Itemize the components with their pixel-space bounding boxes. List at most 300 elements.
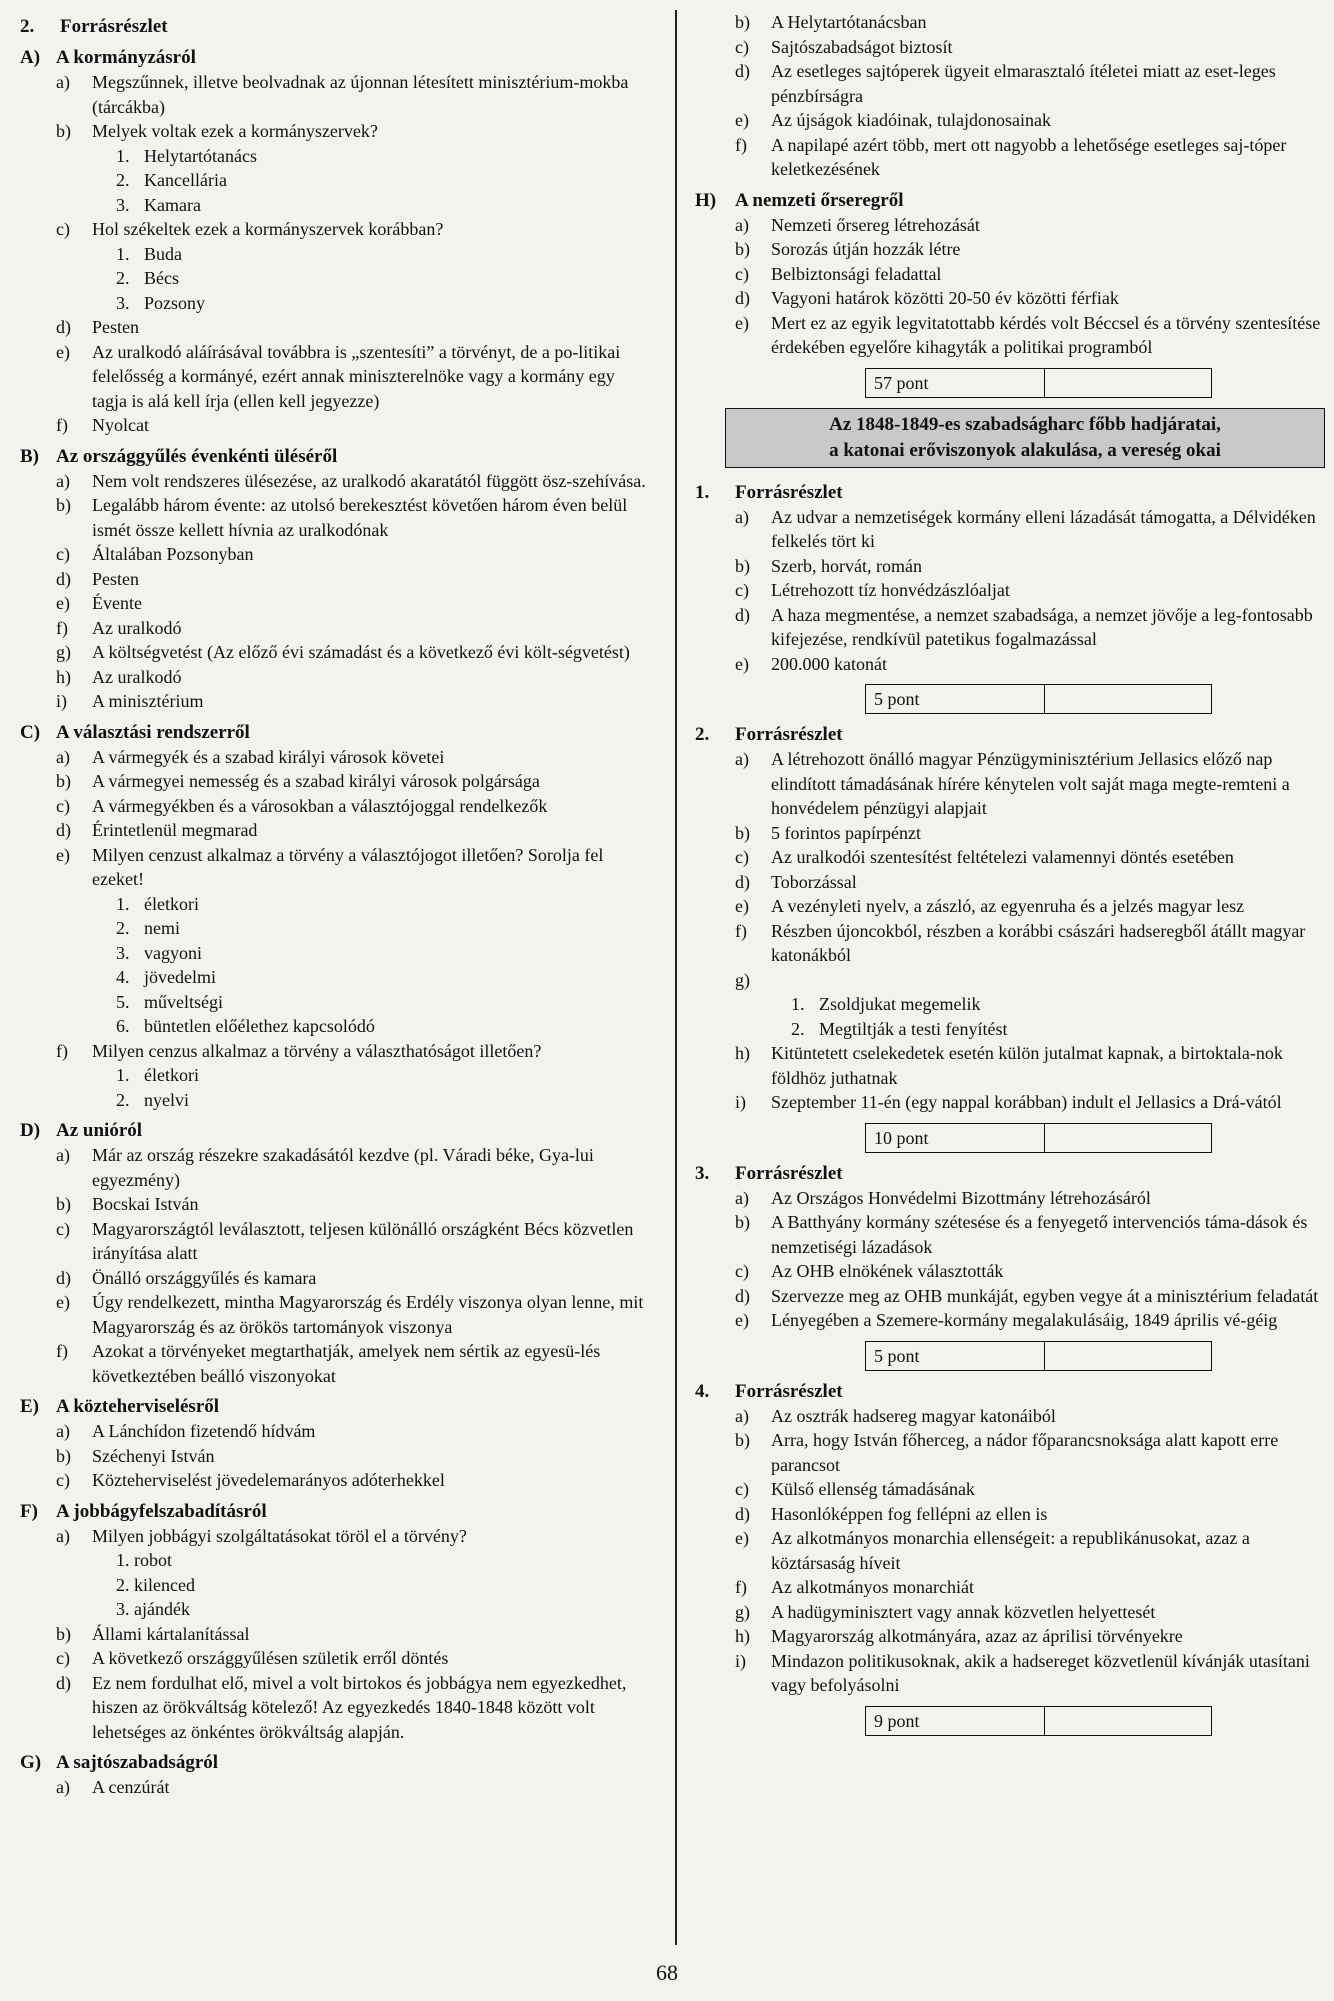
- sub-item-number: 1.: [116, 893, 130, 914]
- item-label: a): [56, 72, 70, 92]
- item-text: Az uralkodó aláírásával továbbra is „szentesíti” a törvényt, de a po-litikai felelősség a kormányé, ezért annak miniszterelnöke vagy a kormány egy tagja is alá kell írja (ellen kell jegyezze): [92, 341, 621, 411]
- item-text: A vezényleti nyelv, a zászló, az egyenruha és a jelzés magyar lesz: [771, 896, 1245, 916]
- item-label: f): [735, 1577, 747, 1597]
- item-text: A vármegyékben és a városokban a választójoggal rendelkezők: [92, 795, 548, 816]
- banner-line: Az 1848-1849-es szabadságharc főbb hadjáratai,: [829, 413, 1221, 435]
- points-box: [865, 684, 1212, 714]
- item-text: Arra, hogy István főherceg, a nádor főparancsnoksága alatt kapott erre parancsot: [771, 1430, 1279, 1475]
- subsection-title: Az országgyűlés évenkénti üléséről: [56, 445, 338, 467]
- answer-item: [695, 1210, 1334, 1259]
- sub-item-text: robot: [134, 1550, 172, 1570]
- item-label: c): [56, 1648, 70, 1668]
- item-text: Pesten: [92, 317, 139, 337]
- sub-item-number: 1.: [116, 145, 130, 166]
- subsection-heading: [20, 1750, 650, 1775]
- subsection-title: A nemzeti őrseregről: [735, 189, 904, 211]
- sub-item-number: 2.: [116, 170, 130, 190]
- subsection-title: A jobbágyfelszabadításról: [56, 1500, 267, 1522]
- answer-item: [695, 578, 1334, 603]
- item-label: d): [735, 871, 750, 892]
- item-label: f): [735, 920, 747, 941]
- subsection-title: A választási rendszerről: [56, 721, 250, 743]
- answer-item: [695, 262, 1334, 287]
- answer-item: [20, 1143, 650, 1192]
- item-label: d): [735, 1503, 750, 1524]
- sub-item: [695, 992, 1334, 1017]
- answer-item: [695, 1041, 1334, 1090]
- item-text: Bocskai István: [92, 1194, 199, 1214]
- answer-item: [20, 1192, 650, 1217]
- answer-item: [20, 1266, 650, 1291]
- subsection-heading: [20, 444, 650, 469]
- sub-item: [20, 941, 650, 966]
- item-text: A következő országgyűlésen születik erről döntés: [92, 1648, 449, 1668]
- answer-item: [695, 1090, 1334, 1115]
- sub-item-text: nemi: [144, 918, 180, 938]
- item-text: Külső ellenség támadásának: [771, 1479, 975, 1499]
- answer-item: [695, 1259, 1334, 1284]
- points-label: 9 pont: [866, 1707, 1045, 1735]
- section-heading: [695, 722, 1334, 747]
- item-text: Szeptember 11-én (egy nappal korábban) indult el Jellasics a Drá-vától: [771, 1092, 1282, 1112]
- sub-item: [20, 168, 650, 193]
- item-text: Megszűnnek, illetve beolvadnak az újonnan létesített minisztérium-mokba (tárcákba): [92, 72, 629, 117]
- item-label: f): [56, 415, 68, 435]
- heading-title: Forrásrészlet: [735, 481, 843, 503]
- heading-title: Forrásrészlet: [735, 724, 843, 745]
- item-label: a): [56, 746, 70, 767]
- item-text: Magyarország alkotmányára, azaz az áprilisi törvényekre: [771, 1626, 1183, 1646]
- item-text: Az alkotmányos monarchiát: [771, 1577, 974, 1597]
- answer-item: [695, 894, 1334, 919]
- sub-item-number: 1.: [116, 1065, 130, 1085]
- sub-item-number: 3.: [116, 292, 130, 313]
- item-label: d): [56, 820, 71, 840]
- item-label: b): [735, 12, 750, 32]
- heading-title: Forrásrészlet: [735, 1162, 843, 1184]
- subsection-heading: [20, 45, 650, 70]
- item-label: e): [56, 844, 70, 865]
- sub-item-text: műveltségi: [144, 991, 223, 1012]
- answer-item: [695, 1526, 1334, 1575]
- item-text: A minisztérium: [92, 691, 204, 711]
- item-label: h): [735, 1043, 750, 1063]
- subsection-heading: [695, 188, 1334, 213]
- answer-item: [695, 286, 1334, 311]
- answer-item: [20, 493, 650, 542]
- sub-item-text: jövedelmi: [144, 967, 216, 987]
- sub-item-text: nyelvi: [144, 1089, 189, 1110]
- sub-item-number: 4.: [116, 967, 130, 987]
- sub-item: [20, 990, 650, 1015]
- item-text: Milyen cenzust alkalmaz a törvény a választójogot illetően? Sorolja fel ezeket!: [92, 844, 604, 889]
- answer-item: [20, 567, 650, 592]
- item-label: c): [735, 263, 749, 284]
- answer-item: [20, 1444, 650, 1469]
- item-text: Széchenyi István: [92, 1445, 215, 1466]
- sub-item: [20, 965, 650, 990]
- item-text: Melyek voltak ezek a kormányszervek?: [92, 121, 378, 141]
- item-text: Az újságok kiadóinak, tulajdonosainak: [771, 110, 1051, 130]
- answer-item: [20, 794, 650, 819]
- item-label: a): [56, 1145, 70, 1165]
- item-text: Érintetlenül megmarad: [92, 820, 258, 840]
- item-label: b): [56, 495, 71, 515]
- item-text: A Batthyány kormány szétesése és a fenyegető intervenciós táma-dások és nemzetiségi lázadások: [771, 1212, 1308, 1257]
- section-heading: [695, 1379, 1334, 1404]
- subsection-title: A közteherviselésről: [56, 1396, 220, 1417]
- answer-item: [20, 1671, 650, 1745]
- subsection-title: A kormányzásról: [56, 47, 196, 68]
- item-text: Általában Pozsonyban: [92, 544, 254, 564]
- item-text: Az uralkodó: [92, 617, 182, 638]
- item-text: Már az ország részekre szakadásától kezdve (pl. Váradi béke, Gya-lui egyezmény): [92, 1145, 594, 1190]
- item-label: a): [56, 1421, 70, 1441]
- item-label: e): [56, 593, 70, 613]
- item-text: Az osztrák hadsereg magyar katonáiból: [771, 1405, 1056, 1426]
- answer-item: [695, 237, 1334, 262]
- answer-item: [695, 108, 1334, 133]
- item-text: 200.000 katonát: [771, 653, 887, 674]
- subsection-heading: [20, 1499, 650, 1524]
- item-text: Évente: [92, 593, 142, 613]
- answer-item: [20, 315, 650, 340]
- subsection-letter: A): [20, 47, 41, 68]
- answer-item: [695, 1428, 1334, 1477]
- chapter-banner: [725, 408, 1325, 468]
- item-text: Vagyoni határok közötti 20-50 év közötti férfiak: [771, 288, 1119, 308]
- heading-number: 4.: [695, 1380, 710, 1402]
- answer-item: [20, 1646, 650, 1671]
- sub-item: [20, 1063, 650, 1088]
- section-heading: [20, 14, 650, 39]
- answer-item: [20, 689, 650, 714]
- item-label: a): [56, 1777, 70, 1797]
- item-text: Létrehozott tíz honvédzászlóaljat: [771, 580, 1010, 600]
- sub-item-number: 1.: [116, 1550, 134, 1570]
- points-label: 5 pont: [866, 685, 1045, 713]
- item-text: Mert ez az egyik legvitatottabb kérdés volt Béccsel és a törvény szentesítése érdekében egyelőre kihagyták a politikai programból: [771, 312, 1321, 357]
- sub-item: [20, 1597, 650, 1622]
- points-box: [865, 1706, 1212, 1736]
- subsection-heading: [20, 1394, 650, 1419]
- answer-item: [695, 505, 1334, 554]
- item-text: A létrehozott önálló magyar Pénzügyminisztérium Jellasics előző nap elindított támadásának hírére kénytelen volt saját maga megte-remteni a honvédelem pénzügyi alapjait: [771, 749, 1290, 818]
- item-label: e): [56, 341, 70, 362]
- sub-item: [20, 1573, 650, 1598]
- item-label: d): [735, 288, 750, 308]
- sub-item-number: 1.: [116, 243, 130, 264]
- subsection-heading: [20, 720, 650, 745]
- answer-item: [20, 340, 650, 414]
- sub-item: [20, 1014, 650, 1039]
- sub-item-text: Megtiltják a testi fenyítést: [819, 1018, 1008, 1039]
- sub-item-text: Zsoldjukat megemelik: [819, 994, 981, 1014]
- item-text: A vármegyék és a szabad királyi városok követei: [92, 746, 445, 767]
- subsection-title: Az unióról: [56, 1120, 143, 1141]
- sub-item-number: 6.: [116, 1016, 130, 1036]
- subsection-letter: H): [695, 189, 717, 211]
- item-text: Hol székeltek ezek a kormányszervek korábban?: [92, 219, 444, 239]
- item-text: Nem volt rendszeres ülésezése, az uralkodó akaratától függött ösz-szehívása.: [92, 470, 646, 491]
- page-number: 68: [656, 1960, 678, 1985]
- answer-item: [20, 1039, 650, 1064]
- item-text: 5 forintos papírpénzt: [771, 822, 921, 843]
- item-text: [771, 968, 1334, 993]
- item-label: b): [735, 1430, 750, 1450]
- item-label: f): [735, 134, 747, 155]
- sub-item: [20, 291, 650, 316]
- answer-item: [695, 1186, 1334, 1211]
- item-label: g): [735, 1601, 750, 1622]
- item-text: Szervezze meg az OHB munkáját, egyben vegye át a minisztérium feladatát: [771, 1285, 1319, 1306]
- answer-item: [695, 1624, 1334, 1649]
- item-label: c): [56, 795, 70, 816]
- heading-number: 1.: [695, 481, 710, 503]
- sub-item-text: büntetlen előélethez kapcsolódó: [144, 1016, 375, 1036]
- answer-item: [20, 616, 650, 641]
- item-text: Az uralkodói szentesítést feltételezi valamennyi döntés esetében: [771, 847, 1234, 867]
- sub-item-text: Kamara: [144, 194, 201, 215]
- item-text: A Helytartótanácsban: [771, 12, 927, 32]
- item-label: d): [735, 1285, 750, 1306]
- answer-item: [20, 542, 650, 567]
- sub-item: [20, 193, 650, 218]
- sub-item: [695, 1017, 1334, 1042]
- item-label: e): [56, 1292, 70, 1312]
- item-text: Legalább három évente: az utolsó berekesztést követően három éven belül ismét össze kellett hívnia az uralkodónak: [92, 495, 628, 540]
- item-text: Úgy rendelkezett, mintha Magyarország és Erdély viszonya olyan lenne, mit Magyarország és az örökös tartományok viszonya: [92, 1292, 644, 1337]
- item-label: g): [56, 642, 71, 662]
- answer-item: [20, 1524, 650, 1549]
- item-label: b): [56, 1445, 71, 1466]
- item-text: A napilapé azért több, mert ott nagyobb a lehetősége esetleges saj-tóper keletkezésének: [771, 134, 1287, 179]
- sub-item-text: életkori: [144, 893, 199, 914]
- item-text: Lényegében a Szemere-kormány megalakulásáig, 1849 április vé-géig: [771, 1310, 1278, 1330]
- item-label: e): [735, 653, 749, 674]
- item-label: d): [735, 61, 750, 81]
- heading-number: 2.: [695, 724, 710, 745]
- item-text: Toborzással: [771, 871, 857, 892]
- sub-item-text: Bécs: [144, 268, 179, 288]
- points-box: [865, 368, 1212, 398]
- item-text: Nyolcat: [92, 415, 149, 435]
- item-label: a): [735, 506, 749, 527]
- item-label: g): [735, 969, 750, 990]
- points-box: [865, 1123, 1212, 1153]
- sub-item: [20, 1548, 650, 1573]
- item-text: A cenzúrát: [92, 1777, 170, 1797]
- sub-item: [20, 916, 650, 941]
- item-label: c): [735, 580, 749, 600]
- item-label: c): [735, 36, 749, 57]
- item-text: Magyarországtól leválasztott, teljesen különálló országként Bécs közvetlen irányítása alatt: [92, 1218, 634, 1263]
- item-text: Közteherviselést jövedelemarányos adóterhekkel: [92, 1470, 445, 1490]
- sub-item-text: Buda: [144, 243, 182, 264]
- sub-item-number: 2.: [116, 918, 130, 938]
- points-label: 10 pont: [866, 1124, 1045, 1152]
- answer-item: [695, 821, 1334, 846]
- answer-item: [20, 70, 650, 119]
- subsection-letter: G): [20, 1752, 42, 1773]
- item-text: A vármegyei nemesség és a szabad királyi városok polgársága: [92, 771, 540, 791]
- right-column: [695, 10, 1334, 1744]
- item-label: e): [735, 110, 749, 130]
- item-text: Részben újoncokból, részben a korábbi császári hadseregből átállt magyar katonákból: [771, 920, 1306, 965]
- item-text: Mindazon politikusoknak, akik a hadsereget közvetlenül kívánják utasítani vagy befolyásolni: [771, 1650, 1310, 1695]
- item-label: d): [56, 317, 71, 337]
- answer-item: [695, 1575, 1334, 1600]
- points-label: 57 pont: [866, 369, 1045, 397]
- answer-item: [20, 217, 650, 242]
- item-label: c): [56, 219, 70, 239]
- subsection-letter: E): [20, 1396, 39, 1417]
- item-text: Az Országos Honvédelmi Bizottmány létrehozásáról: [771, 1187, 1151, 1208]
- answer-item: [695, 652, 1334, 677]
- section-heading: [695, 480, 1334, 505]
- answer-item: [695, 1404, 1334, 1429]
- item-label: b): [56, 771, 71, 791]
- sub-item-text: életkori: [144, 1065, 199, 1085]
- answer-item: [20, 1217, 650, 1266]
- item-text: Az udvar a nemzetiségek kormány elleni lázadását támogatta, a Délvidéken felkelés tört ki: [771, 506, 1316, 551]
- sub-item-number: 2.: [116, 1574, 134, 1595]
- sub-item-text: vagyoni: [144, 942, 202, 963]
- item-text: A Lánchídon fizetendő hídvám: [92, 1421, 316, 1441]
- item-label: i): [735, 1650, 746, 1671]
- sub-item-text: Kancellária: [144, 170, 227, 190]
- answer-item: [695, 213, 1334, 238]
- answer-item: [20, 818, 650, 843]
- item-label: e): [735, 312, 749, 333]
- item-label: e): [735, 1528, 749, 1548]
- answer-item: [695, 1308, 1334, 1333]
- subsection-title: A sajtószabadságról: [56, 1752, 219, 1773]
- item-label: c): [735, 1261, 749, 1281]
- sub-item: [20, 144, 650, 169]
- answer-item: [695, 133, 1334, 182]
- banner-line: a katonai erőviszonyok alakulása, a vereség okai: [829, 439, 1221, 461]
- answer-item: [20, 591, 650, 616]
- item-text: Az alkotmányos monarchia ellenségeit: a republikánusokat, azaz a köztársaság híveit: [771, 1528, 1250, 1573]
- item-text: Milyen cenzus alkalmaz a törvény a választhatóságot illetően?: [92, 1040, 542, 1061]
- item-text: Önálló országgyűlés és kamara: [92, 1267, 317, 1288]
- subsection-heading: [20, 1118, 650, 1143]
- item-label: b): [735, 1212, 750, 1232]
- item-label: d): [56, 1672, 71, 1693]
- column-divider: [675, 10, 677, 1945]
- subsection-letter: F): [20, 1500, 38, 1522]
- item-label: a): [735, 1187, 749, 1208]
- sub-item-number: 2.: [116, 1089, 130, 1110]
- answer-item: [695, 35, 1334, 60]
- points-box: [865, 1341, 1212, 1371]
- item-label: c): [56, 1218, 70, 1239]
- answer-item: [695, 747, 1334, 821]
- answer-item: [695, 1600, 1334, 1625]
- answer-item: [20, 640, 650, 665]
- answer-item: [20, 1339, 650, 1388]
- heading-number: 2.: [20, 16, 35, 37]
- item-label: b): [735, 239, 750, 259]
- answer-item: [695, 311, 1334, 360]
- item-label: e): [735, 1310, 749, 1330]
- item-label: a): [735, 1405, 749, 1426]
- answer-item: [695, 845, 1334, 870]
- sub-item-text: Helytartótanács: [144, 145, 257, 166]
- subsection-letter: B): [20, 445, 39, 467]
- item-text: Az uralkodó: [92, 666, 182, 687]
- answer-item: [20, 469, 650, 494]
- answer-item: [20, 665, 650, 690]
- item-label: d): [735, 604, 750, 625]
- heading-title: Forrásrészlet: [735, 1380, 843, 1402]
- item-text: Milyen jobbágyi szolgáltatásokat töröl el a törvény?: [92, 1525, 467, 1546]
- answer-item: [695, 1477, 1334, 1502]
- item-text: Sajtószabadságot biztosít: [771, 36, 953, 57]
- subsection-letter: D): [20, 1120, 41, 1141]
- answer-item: [695, 1502, 1334, 1527]
- item-label: a): [56, 470, 70, 491]
- sub-item-text: ajándék: [134, 1599, 190, 1619]
- heading-number: 3.: [695, 1162, 710, 1184]
- sub-item-number: 1.: [791, 994, 805, 1014]
- item-text: Hasonlóképpen fog fellépni az ellen is: [771, 1503, 1048, 1524]
- answer-item: [20, 1468, 650, 1493]
- item-label: c): [735, 847, 749, 867]
- answer-item: [20, 1290, 650, 1339]
- item-text: Belbiztonsági feladattal: [771, 263, 942, 284]
- answer-item: [20, 1419, 650, 1444]
- sub-item-text: kilenced: [134, 1574, 195, 1595]
- answer-item: [20, 1775, 650, 1800]
- item-label: a): [735, 749, 749, 769]
- item-label: d): [56, 568, 71, 589]
- answer-item: [695, 10, 1334, 35]
- answer-item: [695, 59, 1334, 108]
- points-label: 5 pont: [866, 1342, 1045, 1370]
- item-label: h): [56, 666, 71, 687]
- answer-item: [695, 554, 1334, 579]
- sub-item: [20, 1088, 650, 1113]
- item-text: Az OHB elnökének választották: [771, 1261, 1004, 1281]
- item-label: d): [56, 1267, 71, 1288]
- sub-item: [20, 892, 650, 917]
- item-text: A költségvetést (Az előző évi számadást és a következő évi költ-ségvetést): [92, 642, 630, 662]
- item-label: b): [56, 121, 71, 141]
- item-text: Kitüntetett cselekedetek esetén külön jutalmat kapnak, a birtoktala-nok földhöz juthatnak: [771, 1043, 1283, 1088]
- sub-item-number: 3.: [116, 194, 130, 215]
- item-text: Az esetleges sajtóperek ügyeit elmarasztaló ítéletei miatt az eset-leges pénzbírságra: [771, 61, 1276, 106]
- sub-item-number: 3.: [116, 1599, 134, 1619]
- item-label: a): [735, 214, 749, 235]
- item-label: h): [735, 1626, 750, 1646]
- item-text: Ez nem fordulhat elő, mivel a volt birtokos és jobbágya nem egyezkedhet, hiszen az örökváltság kötelező! Az egyezkedés 1840-1848 között volt lehetséges az önkéntes örökváltság alapján.: [92, 1672, 627, 1742]
- sub-item: [20, 266, 650, 291]
- item-text: Sorozás útján hozzák létre: [771, 239, 961, 259]
- item-label: c): [56, 1470, 70, 1490]
- item-label: b): [56, 1623, 71, 1644]
- left-column: [20, 10, 650, 1800]
- sub-item-number: 5.: [116, 991, 130, 1012]
- answer-item: [695, 870, 1334, 895]
- answer-item: [695, 1649, 1334, 1698]
- item-label: c): [56, 544, 70, 564]
- item-text: Szerb, horvát, román: [771, 555, 922, 576]
- item-label: e): [735, 896, 749, 916]
- sub-item-text: Pozsony: [144, 292, 206, 313]
- item-label: i): [735, 1092, 746, 1112]
